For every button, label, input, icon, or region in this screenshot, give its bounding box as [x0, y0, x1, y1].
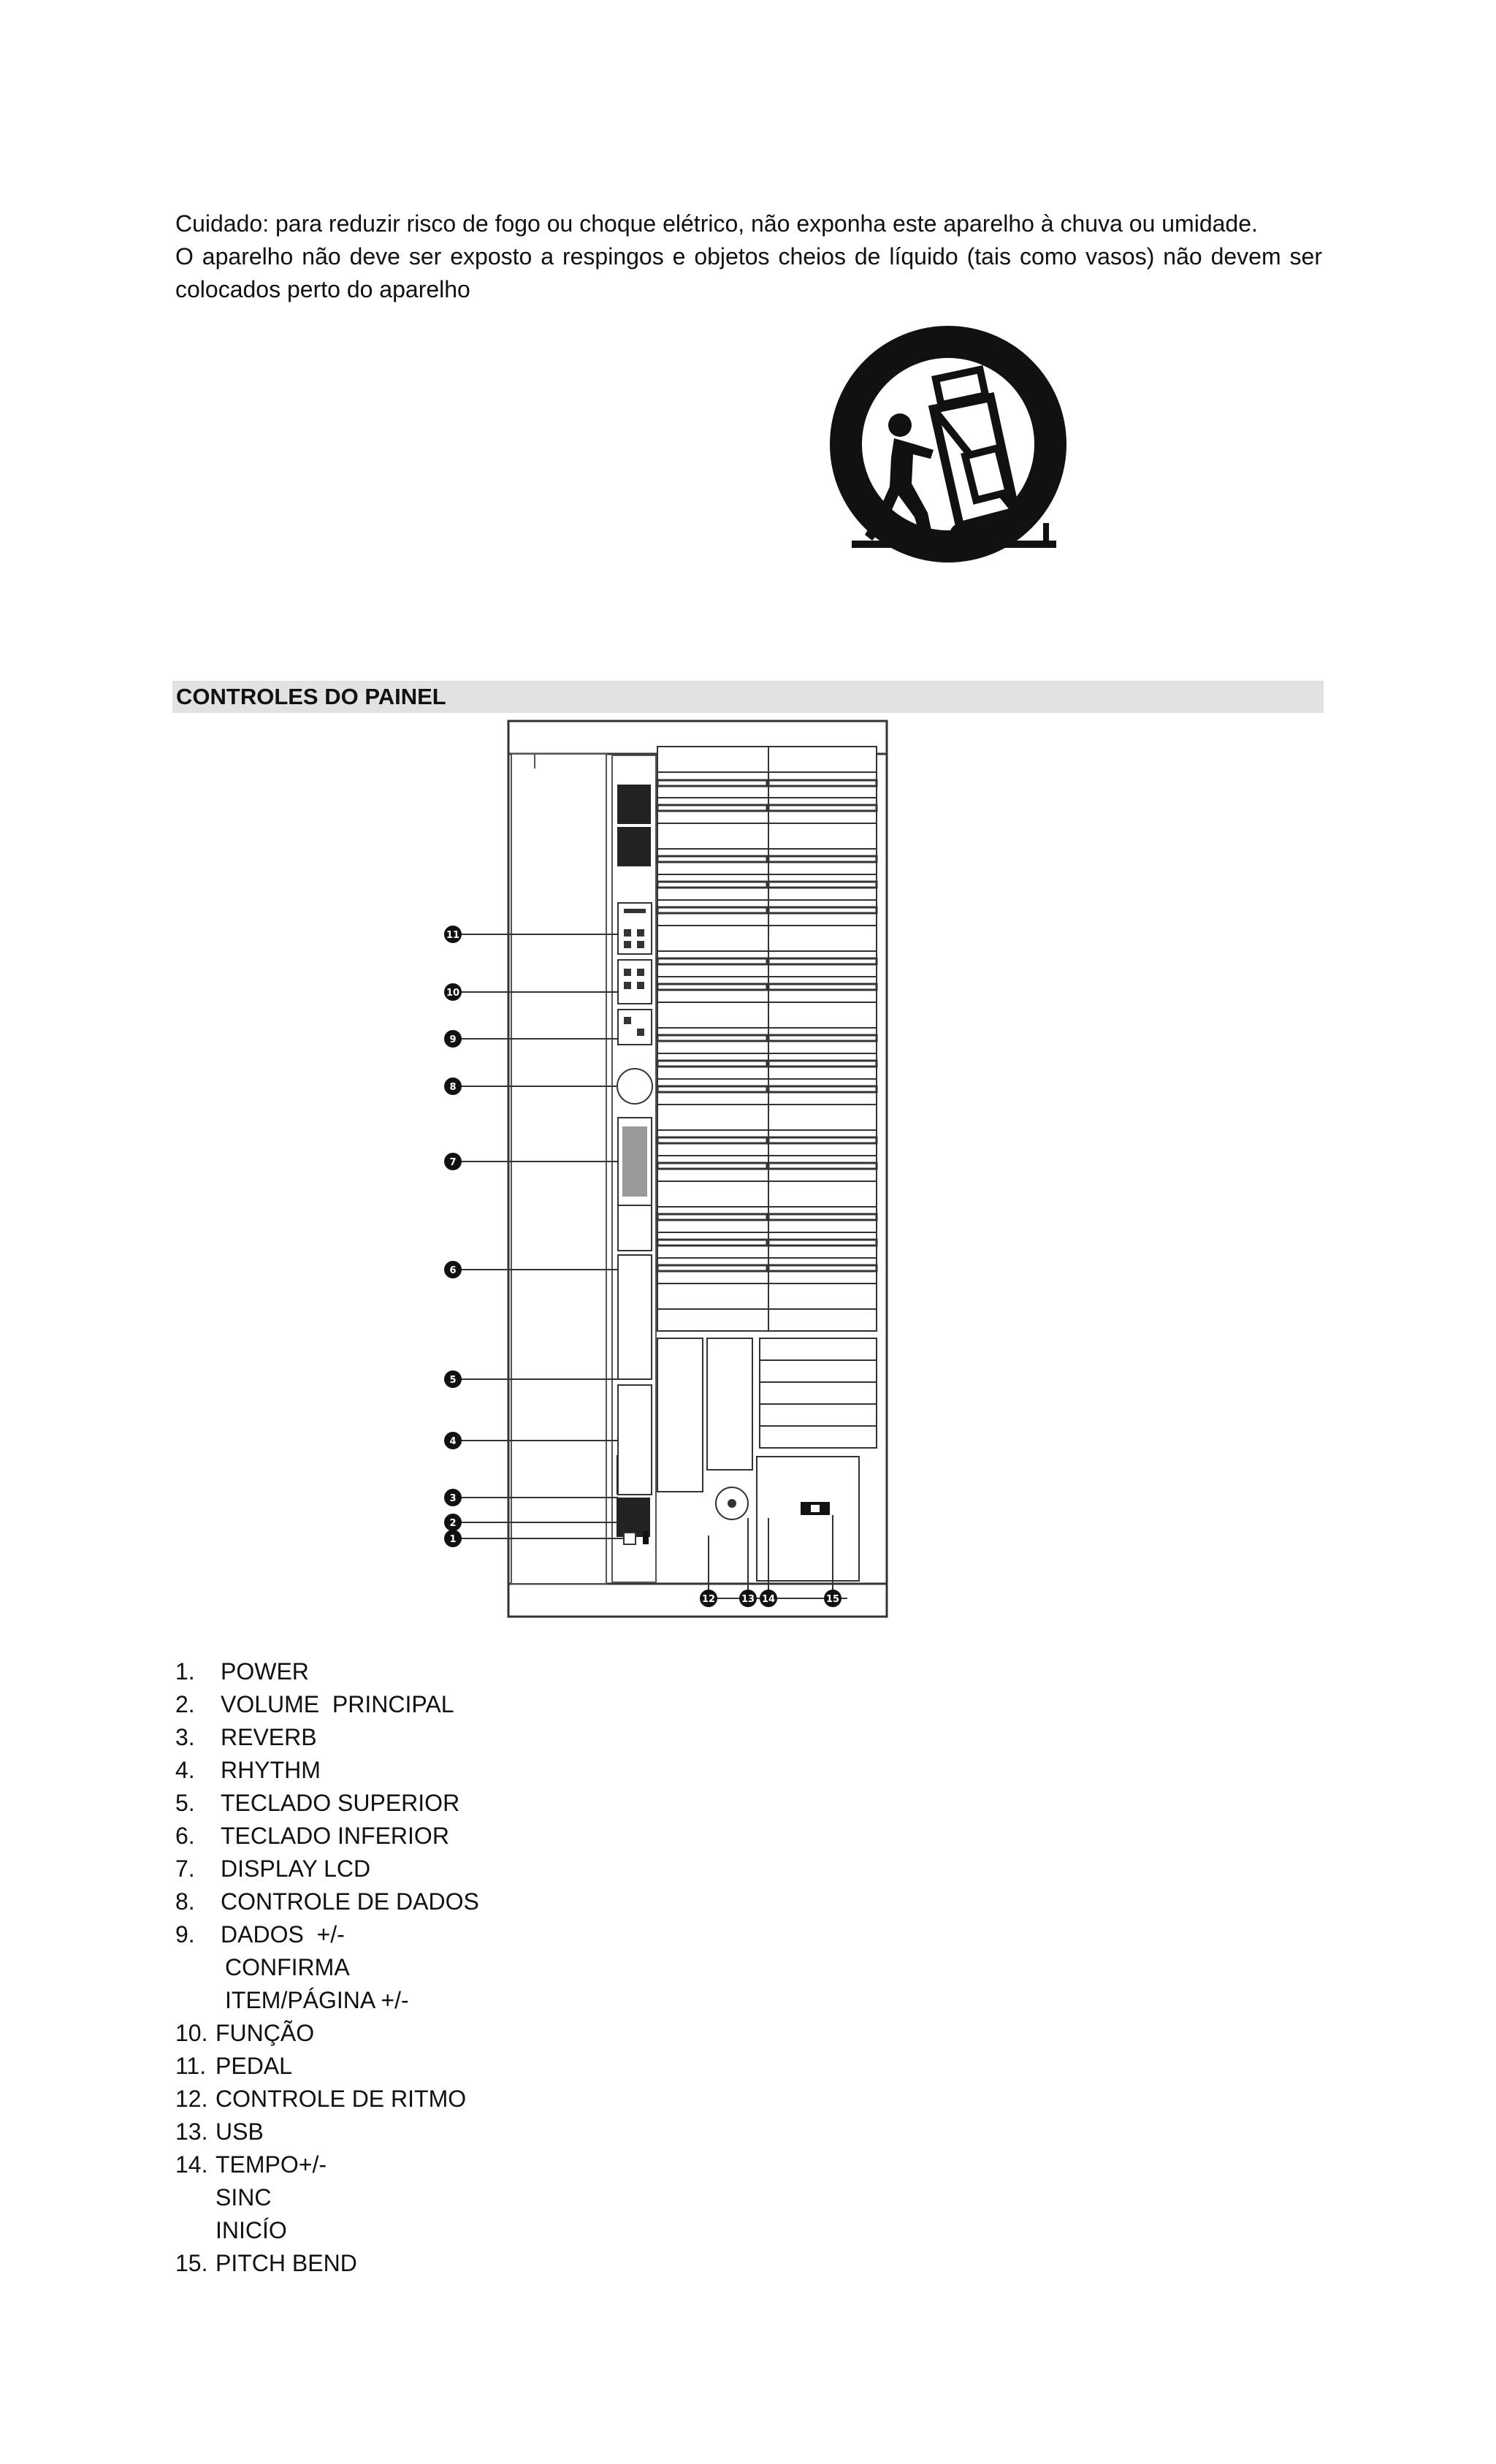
list-label: TEMPO+/- [215, 2151, 327, 2178]
list-number: 8. [175, 1888, 195, 1915]
cart-tip-warning-icon [824, 321, 1080, 577]
callout-9: 9 [449, 1034, 457, 1045]
list-number: 1. [175, 1658, 195, 1685]
list-number: 5. [175, 1790, 195, 1816]
callout-7: 7 [449, 1157, 457, 1168]
list-label: POWER [221, 1658, 309, 1685]
list-number: 14. [175, 2151, 208, 2178]
list-item [175, 2116, 479, 2148]
section-title: CONTROLES DO PAINEL [176, 684, 446, 709]
callout-3: 3 [449, 1493, 457, 1504]
control-panel-diagram [438, 717, 906, 1623]
list-number: 3. [175, 1724, 195, 1750]
list-item [175, 1754, 479, 1787]
caution-line-2: O aparelho não deve ser exposto a respingos e objetos cheios de líquido (tais como vasos) não devem ser colocados perto do aparelho [175, 243, 1322, 302]
list-subitem: CONFIRMA [225, 1954, 350, 1980]
controls-list [175, 1655, 479, 2280]
callout-2: 2 [449, 1518, 457, 1529]
list-item [175, 1787, 479, 1820]
list-subitem: SINC [215, 2184, 272, 2211]
callout-6: 6 [449, 1265, 457, 1276]
list-item [175, 1853, 479, 1885]
list-subitem: ITEM/PÁGINA +/- [225, 1987, 409, 2013]
list-label: REVERB [221, 1724, 317, 1750]
callout-5: 5 [449, 1375, 457, 1386]
caution-line-1: Cuidado: para reduzir risco de fogo ou choque elétrico, não exponha este aparelho à chuva ou umidade. [175, 210, 1258, 237]
list-number: 9. [175, 1921, 195, 1948]
list-item [175, 1885, 479, 1918]
list-item [175, 2017, 479, 2050]
callout-14: 14 [761, 1594, 776, 1605]
list-item [175, 2050, 479, 2083]
list-item [175, 1820, 479, 1853]
list-number: 6. [175, 1823, 195, 1849]
list-label: TECLADO SUPERIOR [221, 1790, 460, 1816]
callout-13: 13 [741, 1594, 755, 1605]
list-label: USB [215, 2118, 264, 2145]
list-item [175, 2083, 479, 2116]
list-number: 10. [175, 2020, 208, 2046]
section-header [172, 681, 1324, 713]
callout-4: 4 [449, 1436, 457, 1447]
list-item [175, 1655, 479, 1688]
list-item [175, 1688, 479, 1721]
list-item [175, 1918, 479, 1951]
list-label: PITCH BEND [215, 2250, 357, 2276]
list-label: DISPLAY LCD [221, 1855, 371, 1882]
list-subitem: INICÍO [215, 2217, 287, 2243]
list-number: 15. [175, 2250, 208, 2276]
callout-15: 15 [825, 1594, 840, 1605]
list-label: FUNÇÃO [215, 2020, 315, 2046]
list-label: DADOS +/- [221, 1921, 345, 1948]
list-item [175, 1721, 479, 1754]
list-item [175, 2148, 479, 2181]
caution-text [175, 207, 1322, 306]
callout-12: 12 [701, 1594, 716, 1605]
callout-11: 11 [446, 930, 460, 941]
list-number: 7. [175, 1855, 195, 1882]
list-label: CONTROLE DE RITMO [215, 2086, 467, 2112]
list-number: 12. [175, 2086, 208, 2112]
callout-10: 10 [446, 988, 460, 999]
list-item [175, 2247, 479, 2280]
list-number: 11. [175, 2053, 207, 2079]
list-number: 2. [175, 1691, 195, 1717]
list-number: 4. [175, 1757, 195, 1783]
callout-8: 8 [449, 1082, 457, 1093]
list-label: PEDAL [215, 2053, 292, 2079]
callout-1: 1 [449, 1534, 457, 1545]
list-label: TECLADO INFERIOR [221, 1823, 449, 1849]
list-number: 13. [175, 2118, 208, 2145]
list-label: CONTROLE DE DADOS [221, 1888, 479, 1915]
list-label: RHYTHM [221, 1757, 321, 1783]
list-label: VOLUME PRINCIPAL [221, 1691, 454, 1717]
